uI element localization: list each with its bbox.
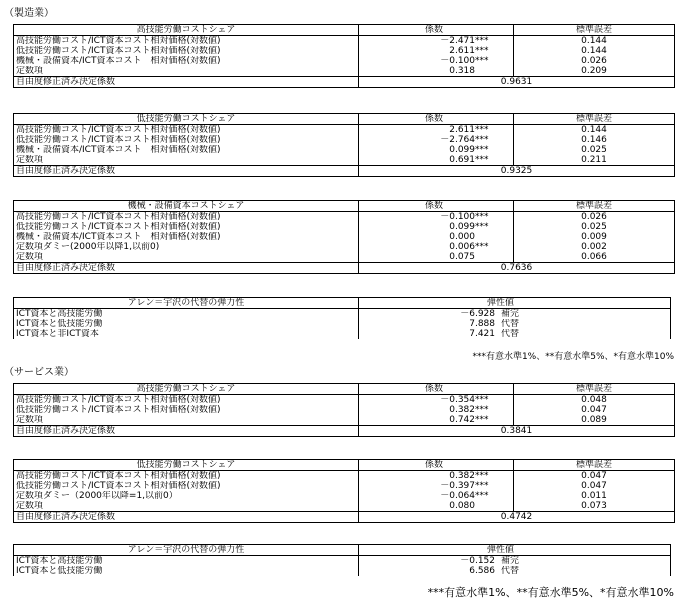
r2-label: 自由度修正済み決定係数 xyxy=(14,77,359,88)
elasticity-row-value: －6.928 補完 xyxy=(359,309,671,320)
row-coef: 0.099*** xyxy=(359,145,514,155)
row-label: 定数項ダミー(2000年以降1,以前0) xyxy=(14,242,359,252)
regression-table xyxy=(13,24,675,88)
row-label: 定数項 xyxy=(14,415,359,426)
table-header-coef: 係数 xyxy=(359,201,514,212)
row-label: 定数項ダミー（2000年以降=1,以前0） xyxy=(14,491,359,501)
row-coef: 0.382*** xyxy=(359,471,514,482)
row-label: 低技能労働コスト/ICT資本コスト相対価格(対数値) xyxy=(14,135,359,145)
elasticity-header-value: 弾性値 xyxy=(359,298,671,309)
table-header-label: 低技能労働コストシェア xyxy=(14,460,359,471)
row-se: 0.026 xyxy=(514,212,675,223)
regression-table xyxy=(13,383,675,437)
table-header-label: 高技能労働コストシェア xyxy=(14,25,359,36)
row-se: 0.025 xyxy=(514,145,675,155)
significance-mark: *** xyxy=(475,222,489,232)
elasticity-row-value: 7.888 代替 xyxy=(359,319,671,329)
row-se: 0.209 xyxy=(514,66,675,77)
r2-value: 0.4742 xyxy=(359,512,675,523)
row-coef: 0.006*** xyxy=(359,242,514,252)
row-label: 定数項 xyxy=(14,66,359,77)
row-label: 高技能労働コスト/ICT資本コスト相対価格(対数値) xyxy=(14,36,359,47)
row-coef: －0.354*** xyxy=(359,395,514,406)
elasticity-header-label: アレン＝宇沢の代替の弾力性 xyxy=(14,298,359,309)
row-se: 0.144 xyxy=(514,125,675,136)
table-header-se: 標準誤差 xyxy=(514,384,675,395)
elasticity-header-label: アレン＝宇沢の代替の弾力性 xyxy=(14,545,359,556)
elasticity-mark: 補完 xyxy=(501,556,520,566)
significance-mark: *** xyxy=(475,481,489,491)
table-header-label: 低技能労働コストシェア xyxy=(14,114,359,125)
row-se: 0.002 xyxy=(514,242,675,252)
row-coef: 0.075 xyxy=(359,252,514,263)
r2-value: 0.3841 xyxy=(359,426,675,437)
row-label: 機械・設備資本/ICT資本コスト 相対価格(対数値) xyxy=(14,145,359,155)
row-label: 機械・設備資本/ICT資本コスト 相対価格(対数値) xyxy=(14,56,359,66)
significance-mark: *** xyxy=(475,415,489,425)
row-label: 低技能労働コスト/ICT資本コスト相対価格(対数値) xyxy=(14,222,359,232)
row-se: 0.011 xyxy=(514,491,675,501)
row-label: 低技能労働コスト/ICT資本コスト相対価格(対数値) xyxy=(14,405,359,415)
significance-mark: *** xyxy=(475,125,489,135)
row-se: 0.144 xyxy=(514,36,675,47)
row-coef: －0.100*** xyxy=(359,212,514,223)
r2-label: 自由度修正済み決定係数 xyxy=(14,426,359,437)
significance-mark: *** xyxy=(475,242,489,252)
table-header-se: 標準誤差 xyxy=(514,201,675,212)
elasticity-table xyxy=(13,297,671,339)
row-se: 0.025 xyxy=(514,222,675,232)
row-label: 定数項 xyxy=(14,501,359,512)
row-coef: 0.691*** xyxy=(359,155,514,166)
section-title-manufacturing: （製造業） xyxy=(4,8,54,19)
row-coef: 0.000 xyxy=(359,232,514,242)
row-label: 高技能労働コスト/ICT資本コスト相対価格(対数値) xyxy=(14,125,359,136)
regression-table xyxy=(13,200,675,274)
elasticity-mark: 代替 xyxy=(501,329,520,339)
significance-mark: *** xyxy=(475,405,489,415)
elasticity-table xyxy=(13,544,671,576)
r2-value: 0.7636 xyxy=(359,263,675,274)
row-coef: －0.397*** xyxy=(359,481,514,491)
elasticity-mark: 代替 xyxy=(501,566,520,576)
table-header-label: 機械・設備資本コストシェア xyxy=(14,201,359,212)
row-se: 0.047 xyxy=(514,481,675,491)
significance-mark: *** xyxy=(475,145,489,155)
row-se: 0.047 xyxy=(514,471,675,482)
significance-mark: *** xyxy=(475,46,489,56)
row-label: 定数項 xyxy=(14,155,359,166)
row-se: 0.144 xyxy=(514,46,675,56)
table-header-label: 高技能労働コストシェア xyxy=(14,384,359,395)
table-header-coef: 係数 xyxy=(359,384,514,395)
significance-mark: *** xyxy=(475,36,489,46)
significance-mark: *** xyxy=(475,471,489,481)
table-header-coef: 係数 xyxy=(359,114,514,125)
table-header-se: 標準誤差 xyxy=(514,25,675,36)
elasticity-mark: 代替 xyxy=(501,319,520,329)
row-se: 0.146 xyxy=(514,135,675,145)
row-se: 0.089 xyxy=(514,415,675,426)
row-label: 定数項 xyxy=(14,252,359,263)
elasticity-row-value: 7.421 代替 xyxy=(359,329,671,339)
elasticity-row-value: 6.586 代替 xyxy=(359,566,671,576)
row-coef: －0.100*** xyxy=(359,56,514,66)
row-coef: 0.382*** xyxy=(359,405,514,415)
row-label: 高技能労働コスト/ICT資本コスト相対価格(対数値) xyxy=(14,471,359,482)
elasticity-row-label: ICT資本と高技能労働 xyxy=(14,556,359,567)
row-se: 0.048 xyxy=(514,395,675,406)
elasticity-row-label: ICT資本と低技能労働 xyxy=(14,319,359,329)
r2-label: 自由度修正済み決定係数 xyxy=(14,166,359,177)
row-se: 0.073 xyxy=(514,501,675,512)
row-coef: －2.471*** xyxy=(359,36,514,47)
table-header-coef: 係数 xyxy=(359,25,514,36)
table-header-se: 標準誤差 xyxy=(514,114,675,125)
row-coef: －2.764*** xyxy=(359,135,514,145)
table-header-coef: 係数 xyxy=(359,460,514,471)
row-coef: 0.099*** xyxy=(359,222,514,232)
row-label: 高技能労働コスト/ICT資本コスト相対価格(対数値) xyxy=(14,395,359,406)
row-coef: 0.742*** xyxy=(359,415,514,426)
elasticity-mark: 補完 xyxy=(501,309,520,319)
row-coef: 0.318 xyxy=(359,66,514,77)
table-header-se: 標準誤差 xyxy=(514,460,675,471)
regression-table xyxy=(13,113,675,177)
regression-table xyxy=(13,459,675,523)
r2-label: 自由度修正済み決定係数 xyxy=(14,263,359,274)
row-coef: －0.064*** xyxy=(359,491,514,501)
significance-mark: *** xyxy=(475,135,489,145)
significance-mark: *** xyxy=(475,212,489,222)
row-coef: 2.611*** xyxy=(359,125,514,136)
elasticity-row-label: ICT資本と非ICT資本 xyxy=(14,329,359,339)
row-label: 低技能労働コスト/ICT資本コスト相対価格(対数値) xyxy=(14,481,359,491)
row-se: 0.211 xyxy=(514,155,675,166)
significance-mark: *** xyxy=(475,491,489,501)
section-title-services: （サービス業） xyxy=(4,367,74,378)
r2-value: 0.9631 xyxy=(359,77,675,88)
significance-note: ***有意水準1%、**有意水準5%、*有意水準10% xyxy=(472,352,674,362)
row-se: 0.009 xyxy=(514,232,675,242)
row-label: 機械・設備資本/ICT資本コスト 相対価格(対数値) xyxy=(14,232,359,242)
row-se: 0.026 xyxy=(514,56,675,66)
elasticity-row-label: ICT資本と高技能労働 xyxy=(14,309,359,320)
significance-mark: *** xyxy=(475,155,489,165)
elasticity-header-value: 弾性値 xyxy=(359,545,671,556)
row-label: 低技能労働コスト/ICT資本コスト相対価格(対数値) xyxy=(14,46,359,56)
row-coef: 0.080 xyxy=(359,501,514,512)
r2-label: 自由度修正済み決定係数 xyxy=(14,512,359,523)
r2-value: 0.9325 xyxy=(359,166,675,177)
row-label: 高技能労働コスト/ICT資本コスト相対価格(対数値) xyxy=(14,212,359,223)
elasticity-row-label: ICT資本と低技能労働 xyxy=(14,566,359,576)
row-se: 0.066 xyxy=(514,252,675,263)
significance-mark: *** xyxy=(475,56,489,66)
significance-mark: *** xyxy=(475,395,489,405)
significance-note: ***有意水準1%、**有意水準5%、*有意水準10% xyxy=(427,586,674,599)
row-se: 0.047 xyxy=(514,405,675,415)
row-coef: 2.611*** xyxy=(359,46,514,56)
elasticity-row-value: －0.152 補完 xyxy=(359,556,671,567)
